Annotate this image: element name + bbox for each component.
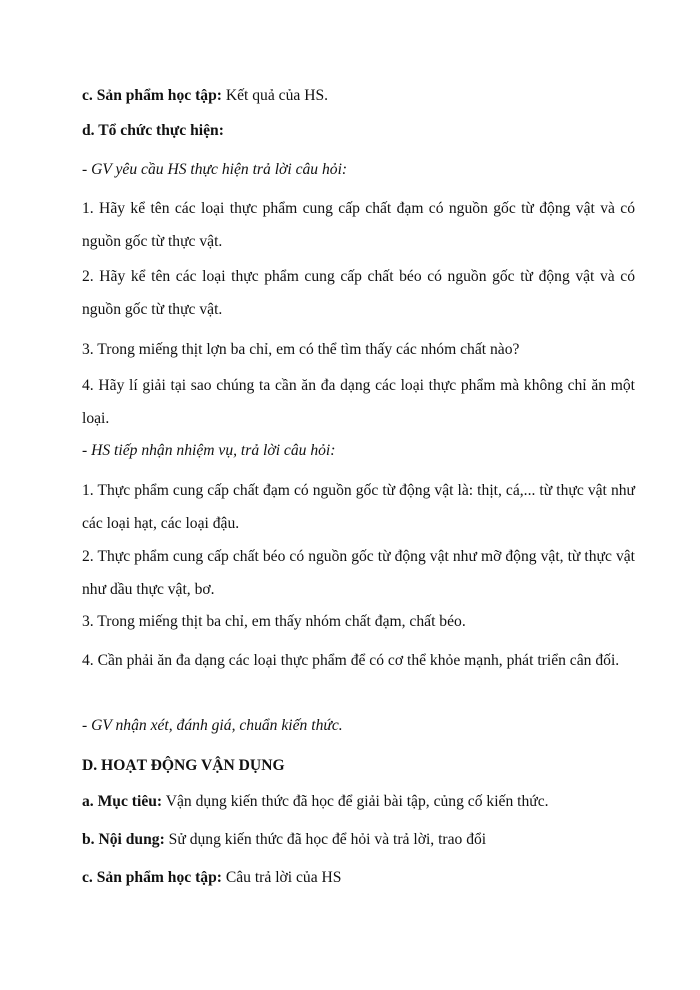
organization-heading: d. Tổ chức thực hiện:	[82, 122, 224, 139]
answer-1: 1. Thực phẩm cung cấp chất đạm có nguồn gốc từ động vật là: thịt, cá,... từ thực vật như các loại hạt, các loại đậu.	[82, 482, 635, 532]
question-1: 1. Hãy kể tên các loại thực phẩm cung cấp chất đạm có nguồn gốc từ động vật và có nguồn gốc từ thực vật.	[82, 200, 635, 250]
question-2: 2. Hãy kể tên các loại thực phẩm cung cấp chất béo có nguồn gốc từ động vật và có nguồn gốc từ thực vật.	[82, 268, 635, 318]
answer-3: 3. Trong miếng thịt ba chỉ, em thấy nhóm chất đạm, chất béo.	[82, 613, 466, 630]
section-d-output	[82, 868, 642, 888]
output-text: Kết quả của HS.	[221, 87, 329, 104]
goal-text: Vận dụng kiến thức đã học để giải bài tập, củng cố kiến thức.	[162, 793, 549, 810]
question-3: 3. Trong miếng thịt lợn ba chỉ, em có thể tìm thấy các nhóm chất nào?	[82, 341, 520, 358]
teacher-conclude: - GV nhận xét, đánh giá, chuẩn kiến thức.	[82, 717, 343, 734]
output-label: c. Sản phẩm học tập:	[82, 87, 222, 104]
output-line	[82, 86, 642, 106]
content-text: Sử dụng kiến thức đã học để hỏi và trả lời, trao đổi	[164, 831, 487, 848]
goal-label: a. Mục tiêu:	[82, 793, 163, 810]
section-d-output-text: Câu trả lời của HS	[221, 869, 342, 886]
teacher-request: - GV yêu cầu HS thực hiện trả lời câu hỏi:	[82, 161, 348, 178]
section-d-output-label: c. Sản phẩm học tập:	[82, 869, 222, 886]
answer-2: 2. Thực phẩm cung cấp chất béo có nguồn gốc từ động vật như mỡ động vật, từ thực vật như dầu thực vật, bơ.	[82, 548, 635, 598]
section-d-heading: D. HOẠT ĐỘNG VẬN DỤNG	[82, 757, 285, 774]
section-d-goal	[82, 792, 642, 812]
answer-4: 4. Cần phải ăn đa dạng các loại thực phẩm để có cơ thể khỏe mạnh, phát triển cân đối.	[82, 652, 620, 669]
student-receive: - HS tiếp nhận nhiệm vụ, trả lời câu hỏi:	[82, 442, 336, 459]
content-label: b. Nội dung:	[82, 831, 165, 848]
section-d-content	[82, 830, 642, 850]
question-4: 4. Hãy lí giải tại sao chúng ta cần ăn đa dạng các loại thực phẩm mà không chỉ ăn một loại.	[82, 377, 635, 427]
